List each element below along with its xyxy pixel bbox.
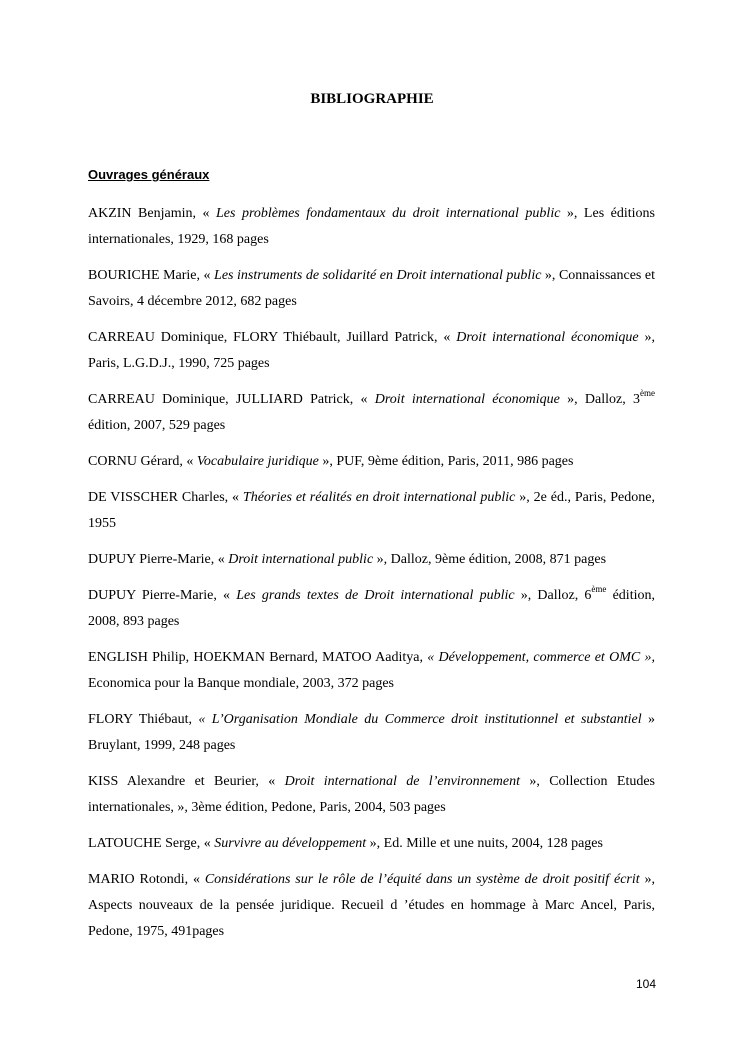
entry-details: », Paris, L.G.D.J., 1990, 725 pages: [88, 330, 656, 371]
entry-author: AKZIN Benjamin, «: [88, 206, 216, 221]
entry-title: Droit international économique: [456, 330, 639, 345]
section-heading: Ouvrages généraux: [88, 167, 210, 182]
entry-details: », Dalloz, 9ème édition, 2008, 871 pages: [373, 552, 607, 567]
bibliography-entry: [88, 583, 655, 635]
entry-title: Survivre au développement: [214, 836, 367, 851]
entry-author: DE VISSCHER Charles, «: [88, 490, 243, 505]
entry-author: CARREAU Dominique, FLORY Thiébault, Juillard Patrick, «: [88, 330, 457, 345]
entry-superscript: ème: [591, 584, 607, 595]
entry-details: », PUF, 9ème édition, Paris, 2011, 986 pages: [318, 454, 574, 469]
entry-title: Droit international de l’environnement: [284, 774, 521, 789]
entry-details-continued: édition, 2007, 529 pages: [88, 418, 226, 433]
entry-details: », Connaissances et Savoirs, 4 décembre 2012, 682 pages: [88, 268, 655, 309]
entry-author: MARIO Rotondi, «: [88, 872, 205, 887]
bibliography-entry: [88, 325, 655, 377]
bibliography-entry: [88, 867, 655, 945]
bibliography-entry: [88, 485, 655, 537]
page-title: BIBLIOGRAPHIE: [310, 91, 434, 107]
entry-details: », Dalloz, 6: [514, 588, 592, 603]
bibliography-list: [88, 201, 655, 955]
entry-author: DUPUY Pierre-Marie, «: [88, 552, 229, 567]
bibliography-entry: [88, 201, 655, 253]
entry-author: BOURICHE Marie, «: [88, 268, 215, 283]
bibliography-entry: [88, 645, 655, 697]
entry-title: Droit international économique: [374, 392, 560, 407]
entry-details: », Ed. Mille et une nuits, 2004, 128 pages: [366, 836, 603, 851]
page-number: 104: [635, 977, 656, 991]
entry-details: », Dalloz, 3: [559, 392, 640, 407]
entry-superscript: ème: [640, 388, 655, 399]
entry-title: Vocabulaire juridique: [196, 454, 319, 469]
bibliography-entry: [88, 707, 655, 759]
entry-details: », 2e éd., Paris, Pedone, 1955: [88, 490, 655, 531]
entry-title: « Développement, commerce et OMC »,: [427, 650, 655, 665]
entry-title: « L’Organisation Mondiale du Commerce droit institutionnel et substantiel: [198, 712, 642, 727]
entry-details: » Bruylant, 1999, 248 pages: [88, 712, 655, 753]
entry-author: CARREAU Dominique, JULLIARD Patrick, «: [88, 392, 375, 407]
entry-title: Les problèmes fondamentaux du droit international public: [216, 206, 561, 221]
entry-author: LATOUCHE Serge, «: [88, 836, 215, 851]
entry-title: Les grands textes de Droit international public: [236, 588, 515, 603]
entry-title: Considérations sur le rôle de l’équité dans un système de droit positif écrit: [204, 872, 640, 887]
entry-details-continued: édition, 2008, 893 pages: [88, 588, 655, 629]
bibliography-entry: [88, 387, 655, 439]
entry-title: Théories et réalités en droit international public: [242, 490, 516, 505]
entry-author: FLORY Thiébaut,: [88, 712, 199, 727]
entry-author: KISS Alexandre et Beurier, «: [88, 774, 285, 789]
entry-details: », Aspects nouveaux de la pensée juridique. Recueil d ’études en hommage à Marc Ancel, Paris, Pedone, 1975, 491pages: [88, 872, 655, 939]
entry-author: CORNU Gérard, «: [88, 454, 197, 469]
bibliography-entry: [88, 769, 655, 821]
bibliography-entry: [88, 831, 655, 857]
entry-title: Les instruments de solidarité en Droit international public: [214, 268, 542, 283]
entry-title: Droit international public: [228, 552, 374, 567]
entry-details: Economica pour la Banque mondiale, 2003, 372 pages: [88, 676, 394, 691]
bibliography-entry: [88, 449, 655, 475]
entry-author: ENGLISH Philip, HOEKMAN Bernard, MATOO Aaditya,: [88, 650, 428, 665]
entry-details: », Les éditions internationales, 1929, 168 pages: [88, 206, 655, 247]
bibliography-entry: [88, 263, 655, 315]
entry-details: », Collection Etudes internationales, », 3ème édition, Pedone, Paris, 2004, 503 pages: [88, 774, 655, 815]
entry-author: DUPUY Pierre-Marie, «: [88, 588, 237, 603]
bibliography-entry: [88, 547, 655, 573]
